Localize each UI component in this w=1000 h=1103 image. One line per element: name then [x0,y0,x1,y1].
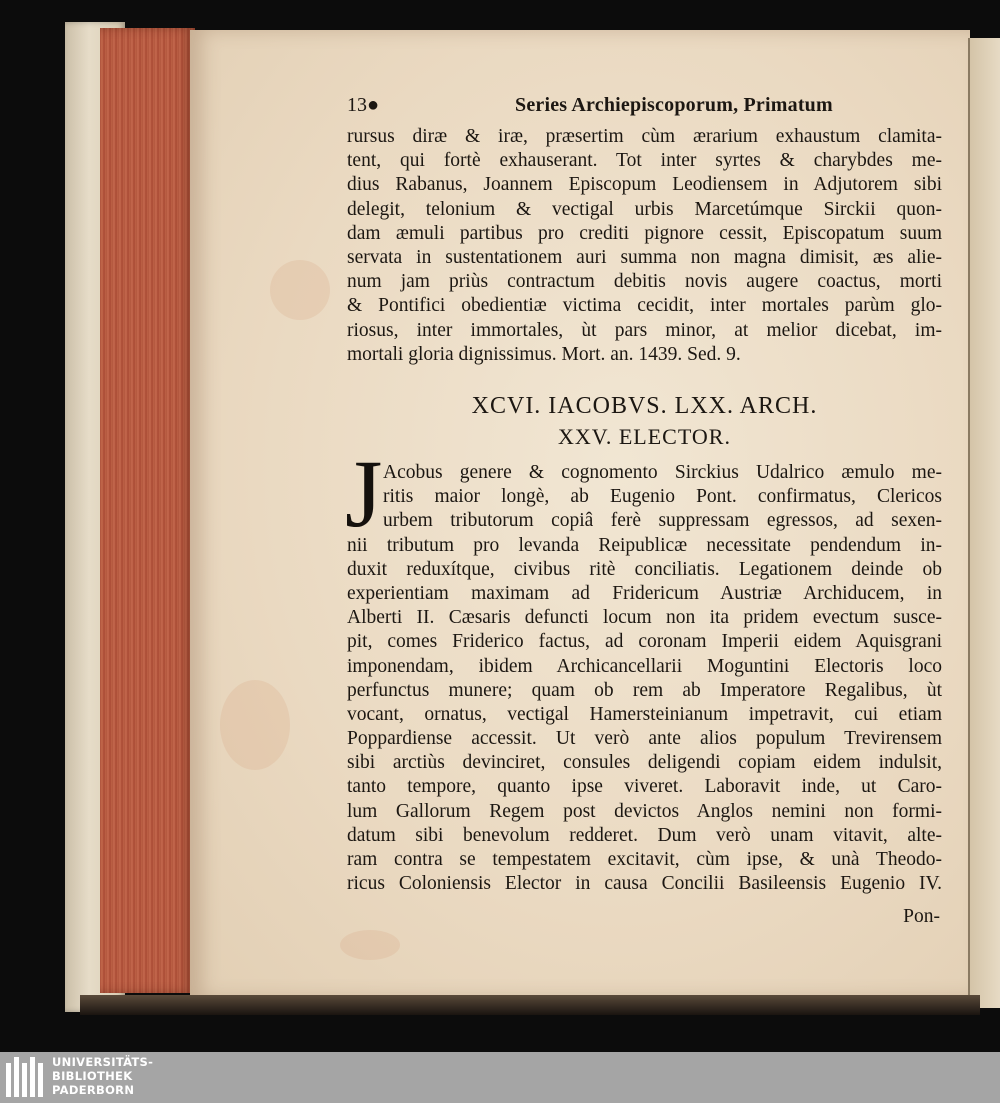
text-line: experientiam maximam ad Fridericum Austriæ Archiducem, in [347,582,942,604]
section-subheading: XXV. ELECTOR. [558,424,731,449]
library-name-line: BIBLIOTHEK [52,1069,133,1083]
next-page-edge [968,38,1000,1008]
text-line: imponendam, ibidem Archicancellarii Moguntini Electoris loco [347,655,942,677]
text-line: Alberti II. Cæsaris defuncti locum non ita pridem evectum susce- [347,607,942,629]
red-page-edges [100,28,195,993]
library-name-line: UNIVERSITÄTS- [52,1055,154,1069]
text-line: dam æmuli partibus pro crediti pignore cessit, Episcopatum suum [347,222,942,244]
library-name [52,1055,153,1097]
paper-stain [220,680,290,770]
text-line: riosus, inter immortales, ùt pars minor, at melior dicebat, im- [347,319,942,341]
library-logo-icon [6,1057,46,1097]
paper-stain [270,260,330,320]
paragraph-rabanus [347,125,942,367]
text-line: pit, comes Friderico factus, ad coronam Imperii eidem Aquisgrani [347,631,942,653]
drop-capital: J [345,440,383,547]
text-line: ricus Coloniensis Elector in causa Concilii Basileensis Eugenio IV. [347,873,942,895]
text-line: Acobus genere & cognomento Sirckius Udalrico æmulo me- [383,462,942,483]
text-line: ritis maior longè, ab Eugenio Pont. confirmatus, Clericos [383,486,942,508]
text-line: dius Rabanus, Joannem Episcopum Leodiensem in Adjutorem sibi [347,174,942,196]
catchword: Pon- [903,906,940,927]
text-line: ram contra se tempestatem excitavit, cùm ipse, & unà Theodo- [347,849,942,870]
page-header [347,94,947,122]
text-line: tent, qui fortè exhauserant. Tot inter syrtes & charybdes me- [347,150,942,172]
text-line: rursus diræ & iræ, præsertim cùm ærarium exhaustum clamita- [347,126,942,147]
text-line: perfunctus munere; quam ob rem ab Imperatore Regalibus, ùt [347,679,942,701]
text-line: & Pontifici obedientiæ victima cecidit, inter mortales parùm glo- [347,295,942,317]
library-footer [0,1052,1000,1103]
text-line: delegit, telonium & vectigal urbis Marcetúmque Sirckii quon- [347,198,942,220]
text-line: num jam priùs contractum debitis novis augere coactus, morti [347,271,942,293]
paper-stain [340,930,400,960]
running-head: Series Archiepiscoporum, Primatum [515,94,833,116]
text-line: duxit reduxítque, civibus ritè conciliatis. Legationem deinde ob [347,558,942,580]
book-bottom-shadow [80,995,980,1015]
text-line: Poppardiense accessit. Ut verò ante alios populum Trevirensem [347,728,942,750]
text-line: tanto tempore, quanto ipse viveret. Laboravit inde, ut Caro- [347,776,942,798]
text-line: datum sibi benevolum redderet. Dum verò unam vitavit, alte- [347,824,942,846]
text-line: urbem tributorum copiâ ferè suppressam egressos, ad sexen- [383,510,942,532]
page-number: 13● [347,94,380,116]
paragraph-iacobus [347,461,942,896]
section-heading: XCVI. IACOBVS. LXX. ARCH. [471,393,818,419]
text-line: mortali gloria dignissimus. Mort. an. 1439. Sed. 9. [347,343,741,365]
text-line: vocant, ornatus, vectigal Hamersteinianum impetravit, cui etiam [347,703,942,725]
library-name-line: PADERBORN [52,1083,135,1097]
text-line: nii tributum pro levanda Reipublicæ necessitate pendendum in- [347,534,942,556]
text-line: lum Gallorum Regem post devictos Anglos nemini non formi- [347,800,942,822]
text-line: sibi arctiùs devinciret, consules deligendi copiam eidem indulsit, [347,752,942,774]
text-line: servata in sustentationem auri summa non magna dimisit, æs alie- [347,246,942,268]
